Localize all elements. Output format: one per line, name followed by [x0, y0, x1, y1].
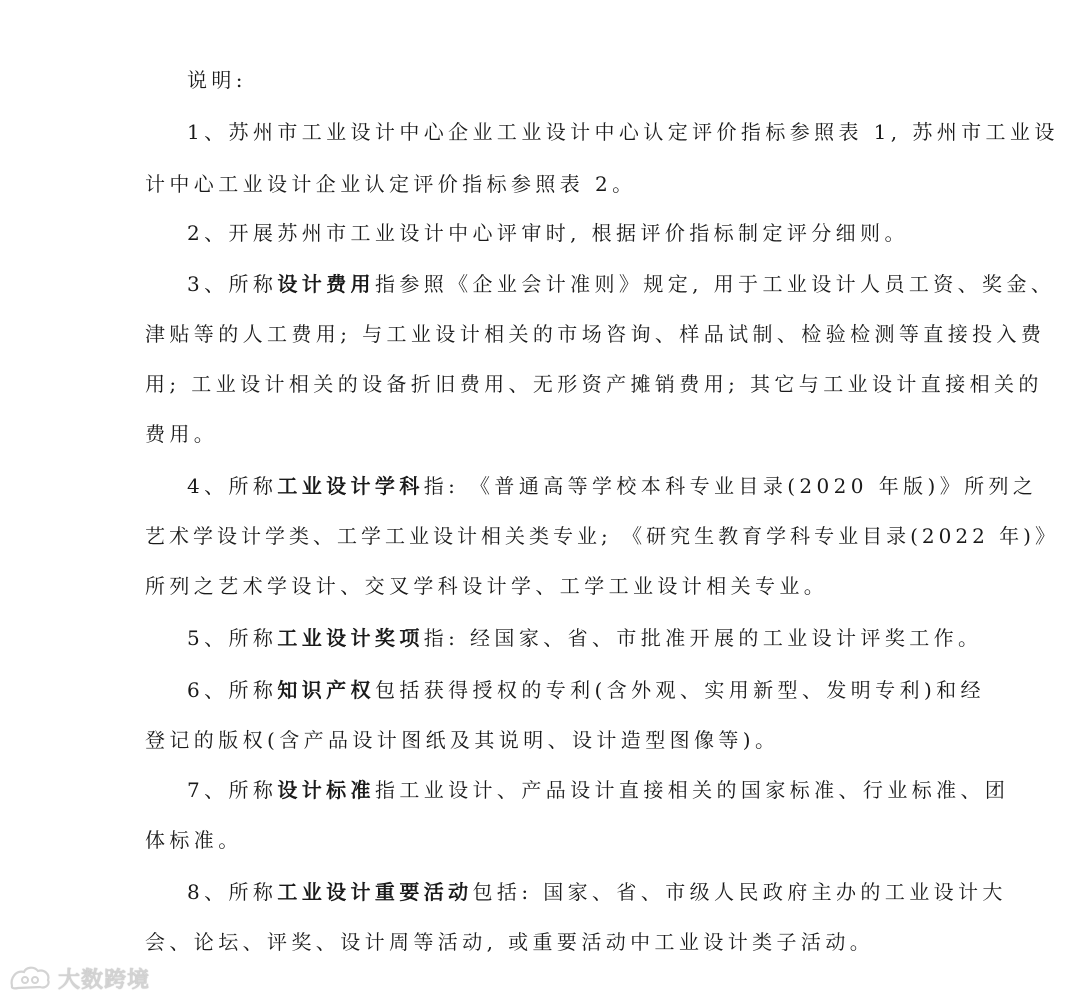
- item-4-term: 工业设计学科: [277, 474, 424, 498]
- item-5-prefix: 5、所称: [187, 626, 278, 650]
- item-1-line-2: 计中心工业设计企业认定评价指标参照表 2。: [145, 172, 637, 196]
- item-8-line-2: 会、论坛、评奖、设计周等活动, 或重要活动中工业设计类子活动。: [145, 930, 875, 954]
- brand-logo-icon: [8, 964, 52, 992]
- item-4-line-3: 所列之艺术学设计、交叉学科设计学、工学工业设计相关专业。: [145, 574, 829, 598]
- item-6-line-2: 登记的版权(含产品设计图纸及其说明、设计造型图像等)。: [145, 728, 780, 752]
- item-4-prefix: 4、所称: [187, 474, 278, 498]
- item-5-term: 工业设计奖项: [277, 626, 424, 650]
- item-4-line-2: 艺术学设计学类、工学工业设计相关类专业; 《研究生教育学科专业目录(2022 年)》: [145, 524, 1059, 548]
- item-3-line-4: 费用。: [145, 422, 219, 446]
- item-3-line-1: [187, 270, 1055, 298]
- item-6-prefix: 6、所称: [187, 678, 278, 702]
- item-3-line-2: 津贴等的人工费用; 与工业设计相关的市场咨询、样品试制、检验检测等直接投入费: [145, 322, 1046, 346]
- item-3-line-1-rest: 指参照《企业会计准则》规定, 用于工业设计人员工资、奖金、: [374, 272, 1056, 296]
- item-7-line-1: [187, 776, 1009, 804]
- item-7-line-2: 体标准。: [145, 828, 243, 852]
- item-8-line-1: [187, 878, 1007, 906]
- item-1-line-1: 1、苏州市工业设计中心企业工业设计中心认定评价指标参照表 1, 苏州市工业设: [187, 120, 1059, 144]
- item-3-line-3: 用; 工业设计相关的设备折旧费用、无形资产摊销费用; 其它与工业设计直接相关的: [145, 372, 1043, 396]
- item-7-line-1-rest: 指工业设计、产品设计直接相关的国家标准、行业标准、团: [374, 778, 1010, 802]
- item-6-line-1: [187, 676, 985, 704]
- item-2-line-1: 2、开展苏州市工业设计中心评审时, 根据评价指标制定评分细则。: [187, 221, 909, 245]
- item-6-term: 知识产权: [277, 678, 375, 702]
- item-4-line-1: [187, 472, 1037, 500]
- item-7-prefix: 7、所称: [187, 778, 278, 802]
- doc-heading: 说明:: [187, 68, 247, 92]
- item-3-term: 设计费用: [277, 272, 375, 296]
- item-8-line-1-rest: 包括: 国家、省、市级人民政府主办的工业设计大: [472, 880, 1007, 904]
- item-8-term: 工业设计重要活动: [277, 880, 473, 904]
- item-4-line-1-rest: 指: 《普通高等学校本科专业目录(2020 年版)》所列之: [423, 474, 1038, 498]
- item-6-line-1-rest: 包括获得授权的专利(含外观、实用新型、发明专利)和经: [374, 678, 985, 702]
- item-3-prefix: 3、所称: [187, 272, 278, 296]
- item-8-prefix: 8、所称: [187, 880, 278, 904]
- item-5-line-1: [187, 624, 982, 652]
- item-7-term: 设计标准: [277, 778, 375, 802]
- watermark: [8, 962, 150, 994]
- item-5-line-1-rest: 指: 经国家、省、市批准开展的工业设计评奖工作。: [423, 626, 983, 650]
- watermark-text: 大数跨境: [58, 967, 151, 993]
